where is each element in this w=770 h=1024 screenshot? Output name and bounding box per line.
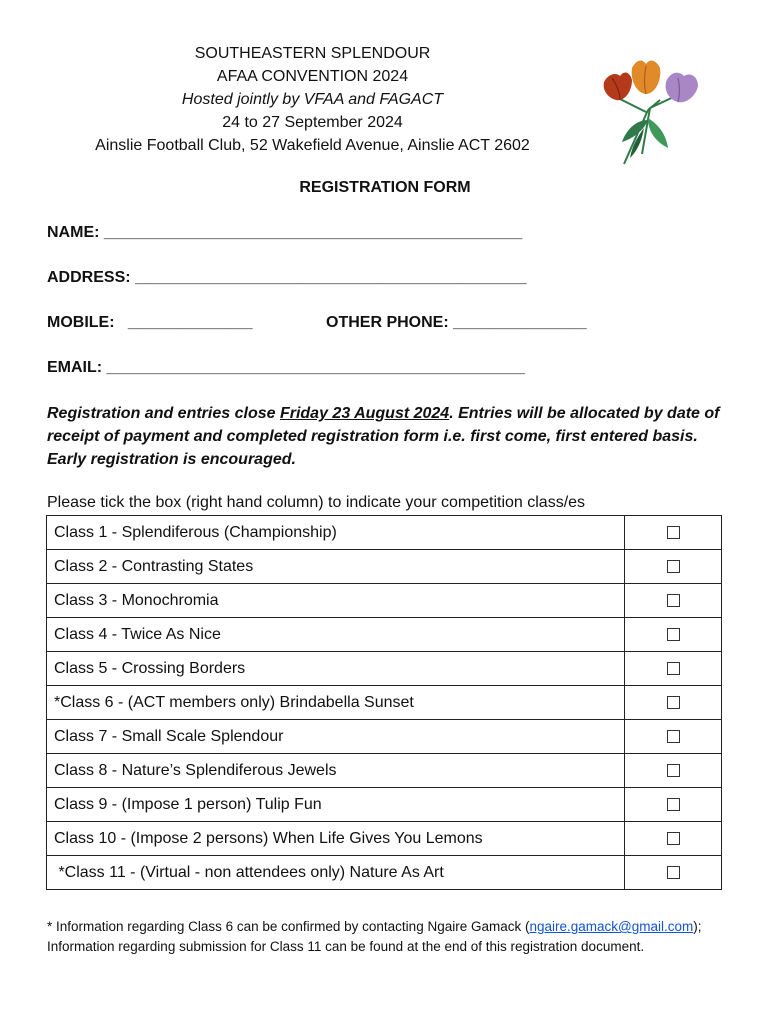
hosts-line: Hosted jointly by VFAA and FAGACT xyxy=(181,91,444,108)
mobile-field[interactable]: MOBILE: ______________ xyxy=(47,314,253,331)
checkbox-cell xyxy=(625,584,722,618)
checkbox-cell xyxy=(625,720,722,754)
table-row xyxy=(47,618,722,652)
closing-date: Friday 23 August 2024 xyxy=(279,405,450,422)
class-name-cell: Class 4 - Twice As Nice xyxy=(47,618,625,652)
footnote-text-end: ); Information regarding submission for Class 11 can be found at the end of this registration document. xyxy=(47,919,702,954)
class-name-cell: Class 2 - Contrasting States xyxy=(47,550,625,584)
class-checkbox[interactable] xyxy=(667,662,680,675)
class-table xyxy=(46,515,722,890)
table-row xyxy=(47,720,722,754)
table-row xyxy=(47,856,722,890)
convention-name: AFAA CONVENTION 2024 xyxy=(216,68,409,85)
table-row xyxy=(47,754,722,788)
checkbox-cell xyxy=(625,822,722,856)
event-title: SOUTHEASTERN SPLENDOUR xyxy=(194,45,431,62)
checkbox-cell xyxy=(625,618,722,652)
footnote xyxy=(47,917,727,957)
address-field[interactable]: ADDRESS: ____________________________________________ xyxy=(47,269,527,286)
table-row xyxy=(47,516,722,550)
table-row xyxy=(47,550,722,584)
class-checkbox[interactable] xyxy=(667,696,680,709)
notice-text-end: . Entries will be allocated by date of receipt of payment and completed registration form i.e. first come, first entered basis. Early registration is encouraged. xyxy=(47,405,720,468)
name-field[interactable]: NAME: _______________________________________________ xyxy=(47,224,523,241)
class-checkbox[interactable] xyxy=(667,594,680,607)
class-checkbox[interactable] xyxy=(667,866,680,879)
class-name-cell: Class 5 - Crossing Borders xyxy=(47,652,625,686)
table-row xyxy=(47,788,722,822)
table-row xyxy=(47,652,722,686)
event-dates: 24 to 27 September 2024 xyxy=(222,114,403,131)
class-checkbox[interactable] xyxy=(667,526,680,539)
email-field[interactable]: EMAIL: _______________________________________________ xyxy=(47,359,525,376)
class-name-cell: *Class 6 - (ACT members only) Brindabella Sunset xyxy=(47,686,625,720)
class-checkbox[interactable] xyxy=(667,628,680,641)
tulip-bouquet-icon xyxy=(598,58,702,168)
table-row xyxy=(47,822,722,856)
event-venue: Ainslie Football Club, 52 Wakefield Avenue, Ainslie ACT 2602 xyxy=(95,137,530,154)
checkbox-cell xyxy=(625,686,722,720)
footnote-text-start: * Information regarding Class 6 can be confirmed by contacting Ngaire Gamack ( xyxy=(47,919,530,934)
class-checkbox[interactable] xyxy=(667,832,680,845)
other-phone-field[interactable]: OTHER PHONE: _______________ xyxy=(326,314,587,331)
class-name-cell: Class 1 - Splendiferous (Championship) xyxy=(47,516,625,550)
checkbox-cell xyxy=(625,856,722,890)
table-row xyxy=(47,584,722,618)
class-name-cell: Class 10 - (Impose 2 persons) When Life Gives You Lemons xyxy=(47,822,625,856)
class-checkbox[interactable] xyxy=(667,798,680,811)
checkbox-cell xyxy=(625,516,722,550)
notice-text-start: Registration and entries close xyxy=(47,405,280,422)
class-name-cell: Class 7 - Small Scale Splendour xyxy=(47,720,625,754)
checkbox-cell xyxy=(625,550,722,584)
registration-notice xyxy=(47,402,737,471)
checkbox-cell xyxy=(625,754,722,788)
checkbox-cell xyxy=(625,652,722,686)
event-header xyxy=(40,42,585,157)
class-checkbox[interactable] xyxy=(667,560,680,573)
class-checkbox[interactable] xyxy=(667,764,680,777)
tick-instruction: Please tick the box (right hand column) to indicate your competition class/es xyxy=(47,494,586,511)
contact-email-link[interactable]: ngaire.gamack@gmail.com xyxy=(529,919,694,934)
class-name-cell: Class 3 - Monochromia xyxy=(47,584,625,618)
checkbox-cell xyxy=(625,788,722,822)
class-name-cell: Class 8 - Nature’s Splendiferous Jewels xyxy=(47,754,625,788)
class-name-cell: Class 9 - (Impose 1 person) Tulip Fun xyxy=(47,788,625,822)
class-checkbox[interactable] xyxy=(667,730,680,743)
table-row xyxy=(47,686,722,720)
form-title: REGISTRATION FORM xyxy=(299,179,471,196)
class-name-cell: *Class 11 - (Virtual - non attendees only) Nature As Art xyxy=(47,856,625,890)
